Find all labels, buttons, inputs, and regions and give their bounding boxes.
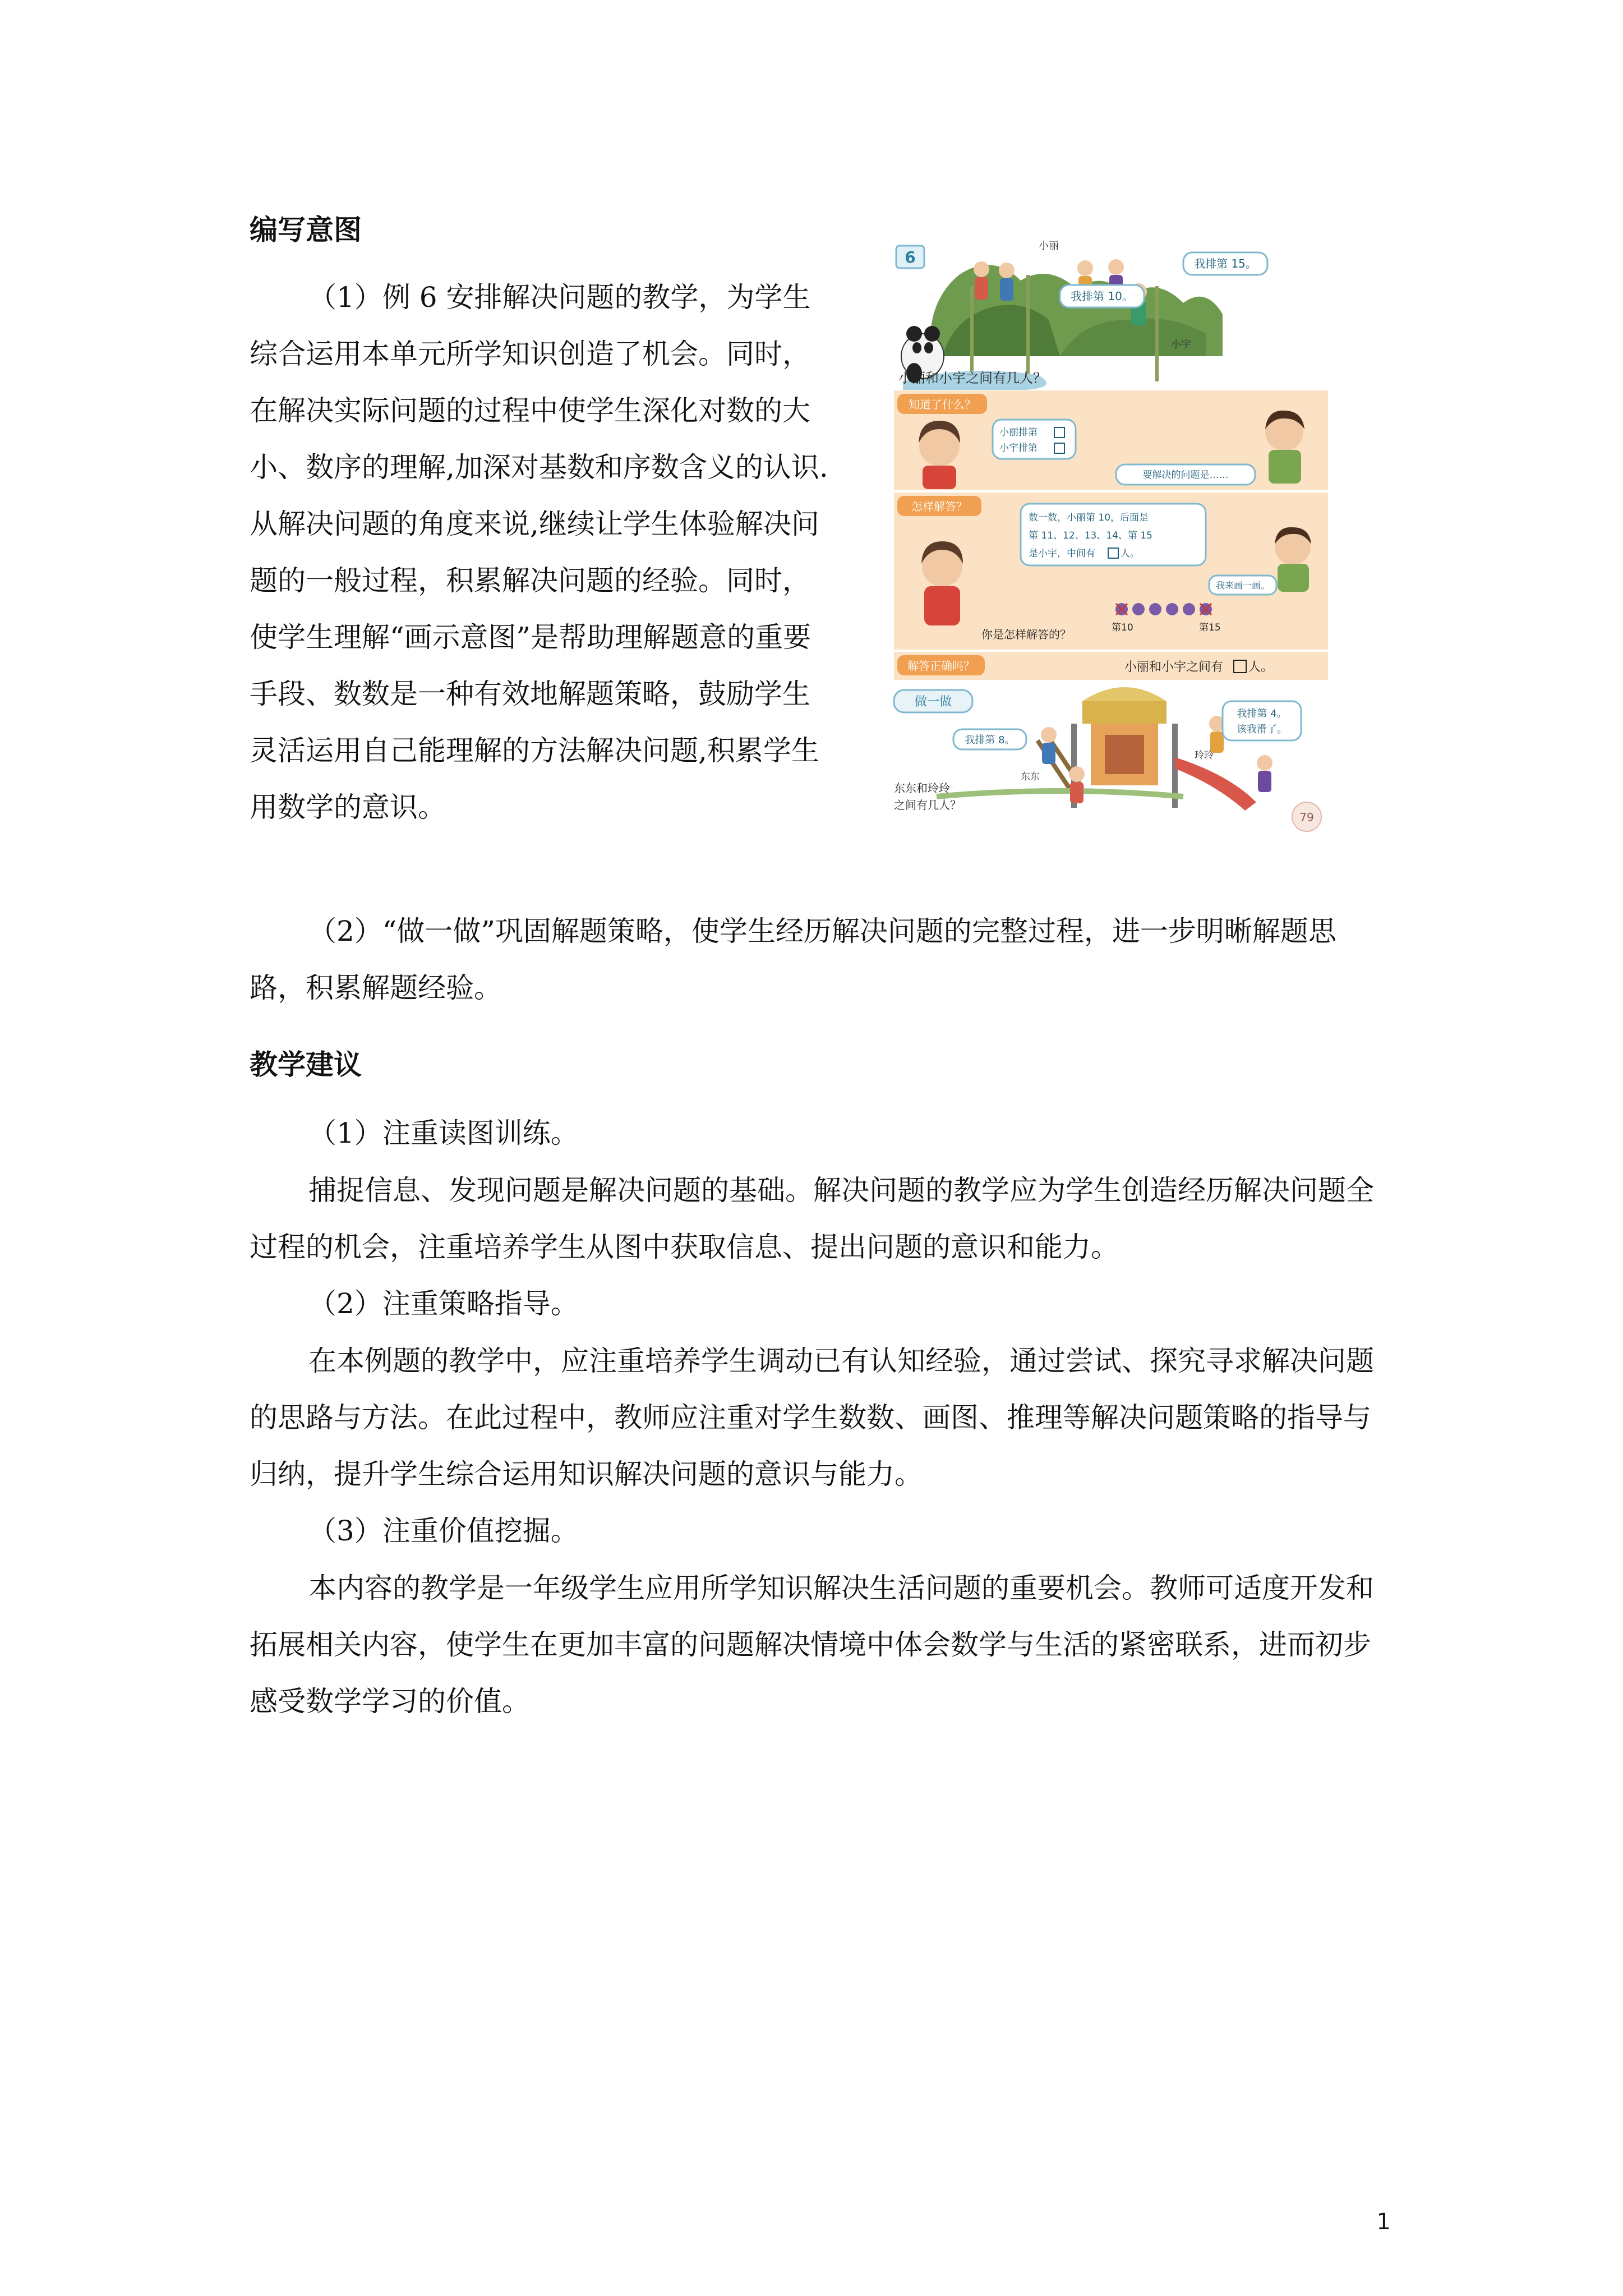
svg-text:人。: 人。 bbox=[1121, 548, 1140, 559]
label-lingling: 玲玲 bbox=[1195, 750, 1214, 761]
label-xiaoyu: 小宇 bbox=[1171, 339, 1191, 351]
svg-text:第 11、12、13、14、第 15: 第 11、12、13、14、第 15 bbox=[1029, 530, 1152, 541]
heading-teaching-advice: 教学建议 bbox=[250, 1048, 362, 1081]
svg-text:解答正确吗？: 解答正确吗？ bbox=[907, 659, 975, 673]
question-try-line1: 东东和玲玲 bbox=[894, 781, 950, 795]
svg-text:人。: 人。 bbox=[1248, 660, 1274, 674]
paragraph-value-mining: 本内容的教学是一年级学生应用所学知识解决生活问题的重要机会。教师可适度开发和拓展相关内容，使学生在更加丰富的问题解决情境中体会数学与生活的紧密联系，进而初步感受数学学习的价值。 bbox=[250, 1572, 1374, 1718]
subtitle-strategy-guidance: （2）注重策略指导。 bbox=[308, 1287, 579, 1320]
svg-text:做一做: 做一做 bbox=[914, 695, 952, 709]
book-page-number: 79 bbox=[1299, 811, 1314, 824]
svg-text:该我滑了。: 该我滑了。 bbox=[1237, 724, 1287, 735]
label-10: 第10 bbox=[1112, 622, 1133, 633]
girl-figure bbox=[919, 421, 960, 489]
svg-text:我排第 8。: 我排第 8。 bbox=[965, 734, 1015, 746]
svg-text:知道了什么？: 知道了什么？ bbox=[909, 398, 976, 411]
paragraph-strategy-guidance: 在本例题的教学中，应注重培养学生调动已有认知经验，通过尝试、探究寻求解决问题的思路与方法。在此过程中，教师应注重对学生数数、画图、推理等解决问题策略的指导与归纳，提升学生综合运用知识解决问题的意识与能力。 bbox=[250, 1345, 1374, 1490]
label-dongdong: 东东 bbox=[1021, 771, 1040, 783]
svg-text:小宇排第: 小宇排第 bbox=[999, 443, 1038, 454]
subtitle-reading-pictures: （1）注重读图训练。 bbox=[308, 1117, 579, 1149]
page-number: 1 bbox=[1376, 2209, 1391, 2235]
paragraph-intent-1: （1）例 6 安排解决问题的教学，为学生综合运用本单元所学知识创造了机会。同时，在解决实际问题的过程中使学生深化对数的大小、数序的理解,加深对基数和序数含义的认识.从解决问题的角度来说,继续让学生体验解决问题的一般过程，积累解决问题的经验。同时，使学生理解“画示意图”是帮助理解题意的重要手段、数数是一种有效地解题策略，鼓励学生灵活运用自己能理解的方法解决问题,积累学生用数学的意识。 bbox=[250, 281, 828, 823]
svg-text:是小宇，中间有: 是小宇，中间有 bbox=[1029, 548, 1095, 559]
svg-text:怎样解答？: 怎样解答？ bbox=[911, 500, 967, 513]
question-between: 小丽和小宇之间有几人？ bbox=[898, 370, 1046, 386]
svg-text:我排第 4。: 我排第 4。 bbox=[1237, 708, 1287, 720]
textbook-illustration bbox=[892, 236, 1331, 837]
question-how: 你是怎样解答的？ bbox=[981, 628, 1071, 641]
example-number: 6 bbox=[905, 248, 916, 266]
question-try-line2: 之间有几人？ bbox=[894, 798, 961, 812]
answer-line: 小丽和小宇之间有 bbox=[1124, 660, 1224, 674]
svg-text:数一数，小丽第 10，后面是: 数一数，小丽第 10，后面是 bbox=[1029, 512, 1149, 523]
svg-text:我排第 10。: 我排第 10。 bbox=[1071, 289, 1133, 303]
paragraph-intent-2: （2）“做一做”巩固解题策略，使学生经历解决问题的完整过程，进一步明晰解题思路，积累解题经验。 bbox=[250, 915, 1336, 1004]
svg-text:要解决的问题是……: 要解决的问题是…… bbox=[1142, 470, 1229, 481]
svg-text:我来画一画。: 我来画一画。 bbox=[1215, 580, 1270, 591]
label-xiaoli: 小丽 bbox=[1039, 240, 1059, 252]
subtitle-value-mining: （3）注重价值挖掘。 bbox=[308, 1515, 579, 1547]
svg-text:我排第 15。: 我排第 15。 bbox=[1194, 257, 1257, 270]
svg-text:小丽排第: 小丽排第 bbox=[999, 427, 1038, 438]
heading-writing-intent: 编写意图 bbox=[250, 214, 362, 246]
paragraph-reading-pictures: 捕捉信息、发现问题是解决问题的基础。解决问题的教学应为学生创造经历解决问题全过程的机会，注重培养学生从图中获取信息、提出问题的意识和能力。 bbox=[250, 1174, 1374, 1263]
label-15: 第15 bbox=[1199, 622, 1221, 633]
